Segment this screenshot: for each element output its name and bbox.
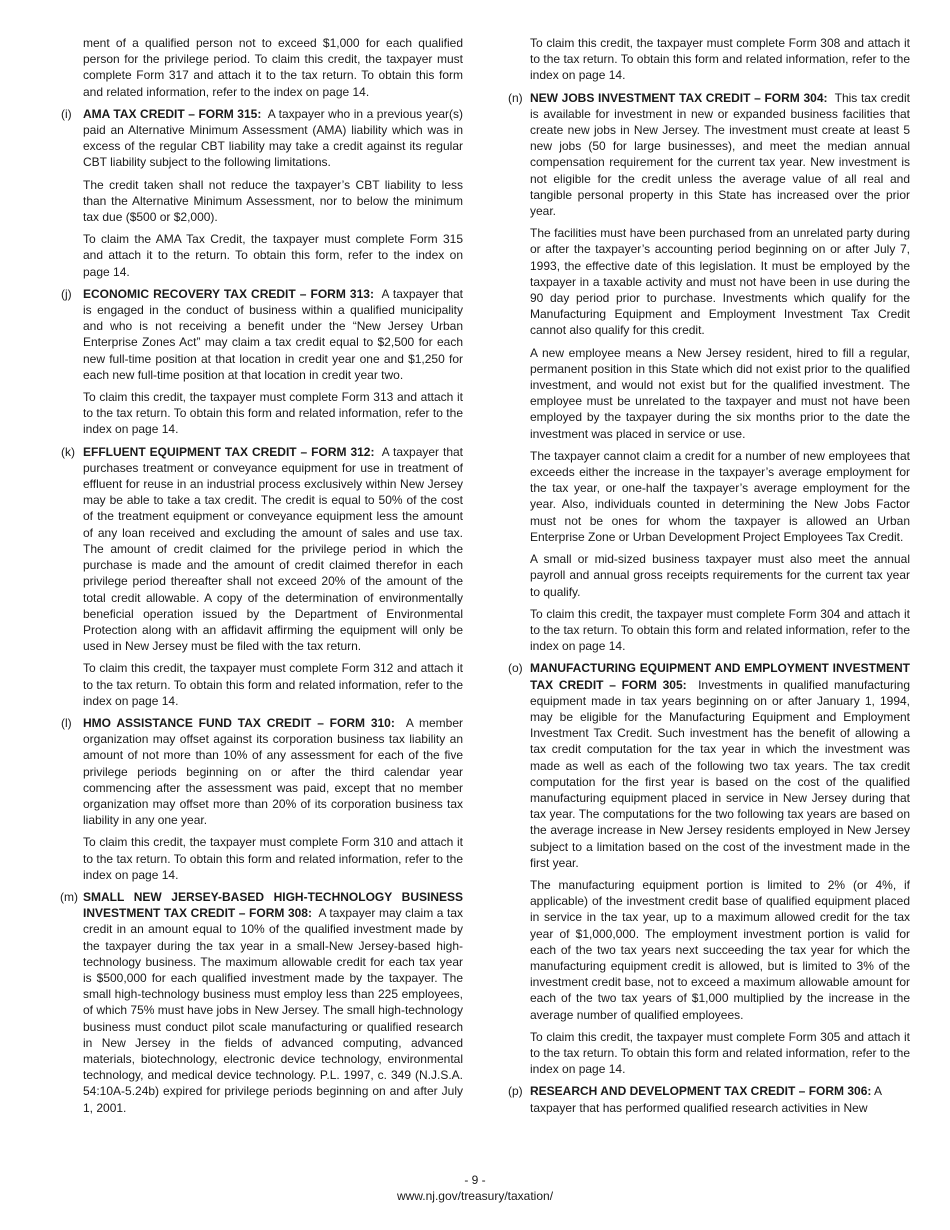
section-heading: ECONOMIC RECOVERY TAX CREDIT – FORM 313: xyxy=(83,286,374,301)
right-column xyxy=(508,35,911,1122)
section-label: (p) xyxy=(508,1084,523,1099)
paragraph: To claim the AMA Tax Credit, the taxpayer must complete Form 315 and attach it to the return. To obtain this form, refer to the index on page 14. xyxy=(83,232,463,279)
footer-url[interactable]: www.nj.gov/treasury/taxation/ xyxy=(396,1189,554,1203)
section-heading: AMA TAX CREDIT – FORM 315: xyxy=(83,106,262,121)
section-heading: HMO ASSISTANCE FUND TAX CREDIT – FORM 310: xyxy=(83,715,395,730)
section-heading: NEW JOBS INVESTMENT TAX CREDIT – FORM 304: xyxy=(530,90,828,105)
section-i xyxy=(61,106,463,280)
section-l xyxy=(61,715,463,883)
section-label: (n) xyxy=(508,90,523,105)
section-label: (o) xyxy=(508,661,523,676)
section-heading: SMALL NEW JERSEY-BASED HIGH-TECHNOLOGY BUSINESS INVESTMENT TAX CREDIT – FORM 308: xyxy=(83,889,463,921)
paragraph: To claim this credit, the taxpayer must complete Form 313 and attach it to the tax return. To obtain this form and related information, refer to the index on page 14. xyxy=(83,390,463,437)
section-label: (l) xyxy=(61,715,72,730)
paragraph: ment of a qualified person not to exceed $1,000 for each qualified person for the privilege period. To claim this credit, the taxpayer must complete Form 317 and attach it to the tax return. To obtain this form and related information, refer to the index on page 14. xyxy=(83,36,463,99)
section-label: (m) xyxy=(60,889,78,904)
page-number: - 9 - xyxy=(464,1173,486,1187)
paragraph: The taxpayer cannot claim a credit for a number of new employees that exceeds either the increase in the taxpayer’s average employment for the tax year, or one-half the taxpayer’s average employment for the year. Also, individuals counted in determining the New Jobs Factor must not be ones for whom the taxpayer is allowed an Urban Enterprise Zone or Urban Development Project Employees Tax Credit. xyxy=(530,448,910,544)
section-p xyxy=(508,1083,910,1115)
paragraph: A taxpayer that is engaged in the conduct of business within a qualified municipality and who is not receiving a benefit under the “New Jersey Urban Enterprise Zones Act” may claim a tax credit equal to $2,500 for each new full-time position at that location in credit year one and $1,250 for each new full-time position at that location in credit year two. xyxy=(83,286,463,382)
section-k xyxy=(61,444,463,709)
paragraph: A small or mid-sized business taxpayer must also meet the annual payroll and annual gross receipts requirements for the current tax year to qualify. xyxy=(530,552,910,599)
paragraph: The credit taken shall not reduce the taxpayer’s CBT liability to less than the Alternative Minimum Assessment, nor to below the minimum tax due ($500 or $2,000). xyxy=(83,177,463,225)
paragraph: To claim this credit, the taxpayer must complete Form 310 and attach it to the tax return. To obtain this form and related information, refer to the index on page 14. xyxy=(83,835,463,882)
section-heading: RESEARCH AND DEVELOPMENT TAX CREDIT – FORM 306: xyxy=(530,1084,872,1099)
paragraph: To claim this credit, the taxpayer must complete Form 305 and attach it to the tax return. To obtain this form and related information, refer to the index on page 14. xyxy=(530,1029,910,1077)
section-m xyxy=(60,889,464,1116)
paragraph: To claim this credit, the taxpayer must complete Form 308 and attach it to the tax return. To obtain this form and related information, refer to the index on page 14. xyxy=(530,36,910,83)
section-n xyxy=(508,90,910,655)
paragraph: A new employee means a New Jersey resident, hired to fill a regular, permanent position in this State which did not exist prior to the qualified investment, and would not exist but for the qualified investment. The employee must be unrelated to the taxpayer and must not have been employed by the taxpayer during the six months prior to the date the investment was placed in service or use. xyxy=(530,345,910,441)
paragraph: A taxpayer that has performed qualified research activities in New xyxy=(530,1084,882,1115)
section-label: (k) xyxy=(61,444,75,459)
paragraph: The manufacturing equipment portion is limited to 2% (or 4%, if applicable) of the investment credit base of qualified equipment placed in service in the tax year, up to a maximum allowed credit for the tax year of $1,000,000. The employment investment portion is valid for each of the two tax years next succeeding the tax year for which the manufacturing equipment credit is allowed, but is limited to 3% of the investment credit base, not to exceed a maximum allowable amount for each of the two tax years of $1,000 multiplied by the increase in the average number of qualified employees. xyxy=(530,877,910,1022)
section-label: (j) xyxy=(61,286,72,301)
section-j xyxy=(61,286,463,438)
paragraph: To claim this credit, the taxpayer must complete Form 312 and attach it to the tax return. To obtain this form and related information, refer to the index on page 14. xyxy=(83,661,463,708)
paragraph: The facilities must have been purchased from an unrelated party during or after the taxpayer’s accounting period beginning on or after July 7, 1993, the effective date of this legislation. It must be employed by the taxpayer in a taxable activity and must not have been in use during the 90 day period prior to purchase. Investments which qualify for the Manufacturing Equipment and Employment Investment Tax Credit cannot also qualify for this credit. xyxy=(530,226,910,338)
paragraph: A taxpayer that purchases treatment or conveyance equipment for use in treatment of effluent for reuse in an industrial process exclusively within New Jersey may be able to take a tax credit. The credit is equal to 50% of the cost of the treatment equipment or conveyance equipment less the amount of any loan received and excluding the amount of sales and use tax. The amount of credit claimed for the privilege period in which the purchase is made and the amount of credit claimed therefor in each privilege period thereafter shall not exceed 20% of the amount of the total credit allowable. A copy of the determination of environmentally beneficial operation issued by the Department of Environmental Protection along with an affidavit affirming the equipment will only be used in New Jersey must be filed with the tax return. xyxy=(83,444,463,654)
paragraph: A taxpayer may claim a tax credit in an amount equal to 10% of the qualified investment made by the taxpayer during the tax year in a small-New Jersey-based high-technology business. The maximum allowable credit for each tax year is $500,000 for each qualified investment made by the taxpayer. The small high-technology business must employ less than 225 employees, of which 75% must have jobs in New Jersey. The small high-technology business must conduct pilot scale manufacturing or qualified research in New Jersey in the fields of advanced computing, advanced materials, biotechnology, electronic device technology, environmental technology, and medical device technology. P.L. 1997, c. 349 (N.J.S.A. 54:10A-5.24b) expired for privilege periods beginning on and after July 1, 2001. xyxy=(83,906,464,1115)
left-column xyxy=(60,35,464,1122)
paragraph: A member organization may offset against its corporation business tax liability an amount of not more than 10% of any assessment for each of the five privilege periods beginning on or after the third calendar year commencing after the assessment was paid, except that no member organization may offset more than 20% of its corporation business tax liability in any one year. xyxy=(83,715,463,828)
section-heading: MANUFACTURING EQUIPMENT AND EMPLOYMENT INVESTMENT TAX CREDIT – FORM 305: xyxy=(530,661,910,692)
paragraph: Investments in qualified manufacturing equipment made in tax years beginning on or after January 1, 1994, may be eligible for the Manufacturing Equipment and Employment Investment Tax Credit. Such investment has the benefit of allowing a tax credit computation for the tax year in which the investment was made as well as each of the following two tax years. The tax credit computation for the first year is based on the cost of the qualified manufacturing equipment placed in service in New Jersey during that tax year. The computations for the two following tax years are based on the average increase in New Jersey residents employed in New Jersey subject to a limitation based on the cost of the investment made in the first year. xyxy=(530,677,911,870)
section-o xyxy=(508,660,911,1077)
section-heading: EFFLUENT EQUIPMENT TAX CREDIT – FORM 312: xyxy=(83,444,375,459)
paragraph: To claim this credit, the taxpayer must complete Form 304 and attach it to the tax return. To obtain this form and related information, refer to the index on page 14. xyxy=(530,606,910,654)
paragraph: This tax credit is available for investment in new or expanded business facilities that create new jobs in New Jersey. The investment must create at least 5 new jobs (50 for large businesses), and meet the median annual compensation requirement for the current tax year. New investment is not eligible for the credit unless the average value of all real and tangible personal property in this State has increased over the prior year. xyxy=(530,90,910,219)
section-label: (i) xyxy=(61,106,72,121)
paragraph: A taxpayer who in a previous year(s) paid an Alternative Minimum Assessment (AMA) liability which was in excess of the regular CBT liability may take a credit against its regular CBT liability subject to the following limitations. xyxy=(83,106,463,170)
